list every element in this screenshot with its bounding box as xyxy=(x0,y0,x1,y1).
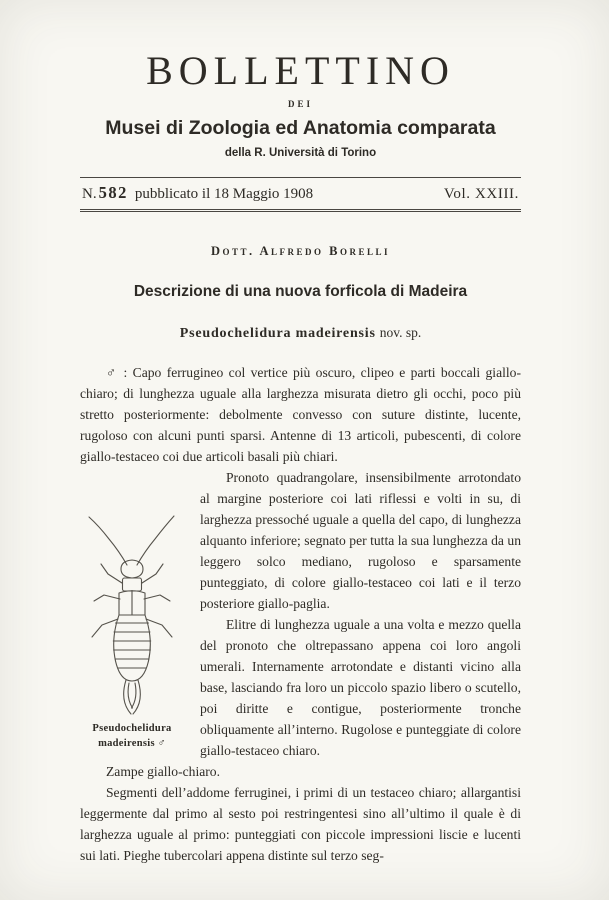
article-body xyxy=(80,362,521,866)
issue-line xyxy=(80,178,521,209)
paragraph-segmenti xyxy=(80,782,521,866)
issue-info xyxy=(82,183,313,203)
paragraph-text: Pronoto quadrangolare, insensibilmente arrotondato al margine posteriore coi lati riflessi e volti in su, di larghezza pressoché uguale a quella del capo, di lunghezza alquanto inferiore; segnato per tutta la sua lunghezza da un leggero solco mediano, rugoloso e sparsamente punteggiato, di colore giallo-testaceo coi lati e il terzo posteriore giallo-paglia. xyxy=(200,470,521,611)
species-suffix: nov. sp. xyxy=(379,325,422,340)
issue-number: 582 xyxy=(98,183,128,202)
journal-dei-label: DEI xyxy=(287,99,313,109)
figure-block xyxy=(76,511,188,751)
journal-subtitle: Musei di Zoologia ed Anatomia comparata xyxy=(105,117,496,139)
double-rule xyxy=(80,209,521,212)
figure-caption-line1: Pseudochelidura xyxy=(92,723,172,734)
issue-number-label: N. xyxy=(82,186,97,202)
species-heading xyxy=(80,325,521,342)
paragraph-head-description xyxy=(80,362,521,467)
species-name: Pseudochelidura madeirensis xyxy=(179,326,376,341)
issue-volume: Vol. XXIII. xyxy=(443,186,519,202)
figure-caption-line2: madeirensis ♂ xyxy=(98,737,166,749)
issue-published-date: pubblicato il 18 Maggio 1908 xyxy=(134,186,314,202)
earwig-illustration xyxy=(77,511,187,719)
author-line: Dott. Alfredo Borelli xyxy=(210,244,391,258)
journal-title: BOLLETTINO xyxy=(146,48,455,93)
paragraph-text: Zampe giallo-chiaro. xyxy=(106,764,220,779)
paragraph-text: Segmenti dell’addome ferruginei, i primi di un testaceo chiaro; allargantisi leggermente dal primo al sesto poi restringentesi sino all’ultimo il quale è di larghezza uguale al primo: punteggiati con piccole impressioni liscie e lucenti sui lati. Pieghe tubercolari appena distinte sul terzo seg- xyxy=(80,785,521,863)
paragraph-text: ♂ : Capo ferrugineo col vertice più oscuro, clipeo e parti boccali giallo-chiaro; di lunghezza uguale alla larghezza misurata dietro gli occhi, poco più stretto posteriormente: debolmente convesso con suture distinte, lucente, rugoloso con alcuni punti sparsi. Antenne di 13 articoli, pubescenti, di colore giallo-testaceo coi due articoli basali più chiari. xyxy=(80,365,521,464)
journal-affiliation: della R. Università di Torino xyxy=(224,147,377,159)
masthead xyxy=(80,50,521,159)
paragraph-text: Elitre di lunghezza uguale a una volta e mezzo quella del pronoto che oltrepassano appena coi loro angoli umerali. Internamente arrotondate e distanti vicino alla base, lasciando fra loro un piccolo spazio libero o scutello, poi diritte e contigue, posteriormente tronche obliquamente all’interno. Rugolose e punteggiate di colore giallo-testaceo chiaro. xyxy=(200,617,521,758)
article-title: Descrizione di una nuova forficola di Madeira xyxy=(133,283,468,300)
figure-caption xyxy=(76,722,188,751)
paragraph-zampe xyxy=(80,761,521,782)
